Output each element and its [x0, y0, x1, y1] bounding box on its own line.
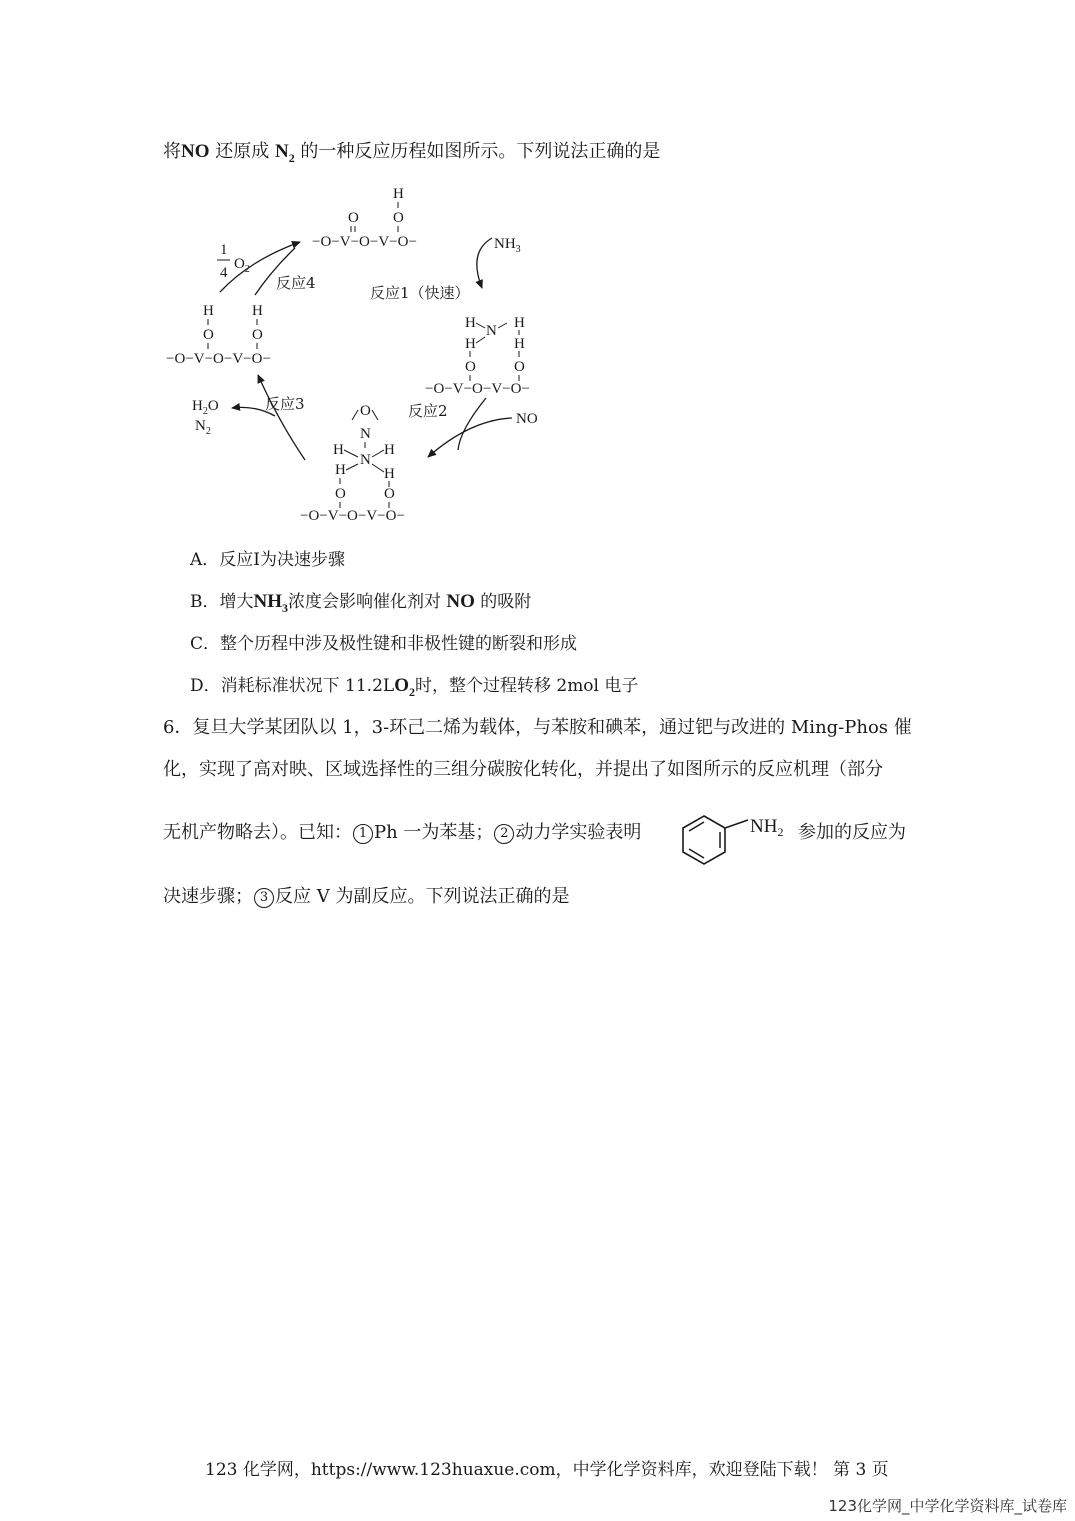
- svg-text:O2: $O_2$: [234, 256, 250, 275]
- product-n2: $N_2$: [195, 418, 211, 437]
- svg-text:H: H: [514, 336, 525, 352]
- svg-text:H: H: [252, 303, 263, 319]
- svg-text:H: H: [335, 462, 346, 478]
- svg-text:H: H: [465, 315, 476, 331]
- svg-text:N: N: [360, 426, 371, 442]
- svg-text:O: O: [348, 210, 359, 226]
- formula-n2: $N_2$: [274, 141, 295, 165]
- q6-line-4: 决速步骤； 3 反应 V 为副反应。下列说法正确的是: [163, 886, 570, 907]
- svg-text:H: H: [514, 315, 525, 331]
- option-c[interactable]: C．整个历程中涉及极性键和非极性键的断裂和形成: [190, 634, 578, 654]
- product-h2o: $H_2O$: [192, 398, 219, 417]
- svg-text:O: O: [203, 327, 214, 343]
- label-reaction3: 反应3: [265, 395, 305, 413]
- svg-text:O: O: [384, 486, 395, 502]
- svg-text:−O−V−O−V−O−: −O−V−O−V−O−: [300, 508, 405, 524]
- svg-text:H: H: [333, 442, 344, 458]
- svg-text:N: N: [360, 452, 371, 468]
- svg-text:H: H: [465, 336, 476, 352]
- q6-line-3-tail: 参加的反应为: [798, 822, 906, 843]
- formula-no: NO: [181, 141, 210, 162]
- arrow-no: [428, 418, 512, 457]
- svg-text:NH2: $NH_2$: [750, 816, 784, 839]
- svg-text:4: 4: [220, 265, 228, 281]
- option-a[interactable]: A．反应I为决速步骤: [190, 550, 345, 570]
- label-reaction4: 反应4: [276, 274, 316, 292]
- svg-text:O: O: [360, 403, 371, 419]
- label-reaction1: 反应1（快速）: [370, 284, 470, 302]
- circled-number-2: 2: [494, 824, 514, 844]
- q6-line-3: 无机产物略去）。已知： 1 Ph 一为苯基； 2 动力学实验表明: [163, 822, 642, 843]
- option-d[interactable]: D．消耗标准状况下 $11.2LO_2$时，整个过程转移 2mol 电子: [190, 675, 639, 699]
- svg-text:O: O: [393, 210, 404, 226]
- page-footer: 123 化学网，https://www.123huaxue.com，中学化学资料库，欢迎登陆下载！ 第 3 页: [205, 1460, 889, 1480]
- formula-o2: $O_2$: [394, 675, 415, 699]
- svg-text:N: N: [486, 323, 497, 339]
- reagent-quarter-o2: [217, 242, 250, 281]
- svg-text:O: O: [465, 359, 476, 375]
- svg-text:O: O: [335, 486, 346, 502]
- label-reaction2: 反应2: [408, 402, 448, 420]
- reaction-cycle-diagram: [160, 180, 590, 530]
- q6-line-1: 6．复旦大学某团队以 1，3-环己二烯为载体，与苯胺和碘苯，通过钯与改进的 Ming-Phos 催: [163, 717, 912, 738]
- formula-no: NO: [446, 591, 475, 612]
- svg-text:H: H: [384, 442, 395, 458]
- svg-text:−O−V−O−V−O−: −O−V−O−V−O−: [166, 351, 271, 367]
- svg-text:H: H: [384, 466, 395, 482]
- arrow-nh3: [477, 238, 492, 288]
- svg-text:H: H: [203, 303, 214, 319]
- svg-text:H: H: [393, 186, 404, 202]
- structure-bottom: [300, 403, 405, 524]
- svg-text:O: O: [514, 359, 525, 375]
- circled-number-3: 3: [254, 888, 274, 908]
- aniline-structure: [680, 808, 790, 868]
- circled-number-1: 1: [353, 824, 373, 844]
- structure-top: [312, 186, 417, 250]
- q6-line-2: 化，实现了高对映、区域选择性的三组分碳胺化转化，并提出了如图所示的反应机理（部分: [163, 759, 883, 780]
- svg-text:−O−V−O−V−O−: −O−V−O−V−O−: [425, 381, 530, 397]
- reagent-nh3: $NH_3$: [494, 236, 521, 255]
- formula-nh3: $NH_3$: [253, 591, 288, 615]
- question-stem: 将NO 还原成 $N_2$ 的一种反应历程如图所示。下列说法正确的是: [163, 141, 661, 165]
- svg-text:O: O: [252, 327, 263, 343]
- arrow-reaction3: [258, 375, 305, 460]
- reagent-no: NO: [516, 411, 538, 427]
- structure-right: [425, 315, 530, 397]
- option-b[interactable]: B．增大$NH_3$浓度会影响催化剂对 NO 的吸附: [190, 591, 532, 615]
- watermark: 123化学网_中学化学资料库_试卷库: [828, 1497, 1067, 1515]
- svg-text:1: 1: [220, 242, 228, 258]
- svg-text:−O−V−O−V−O−: −O−V−O−V−O−: [312, 234, 417, 250]
- structure-left: [166, 303, 271, 367]
